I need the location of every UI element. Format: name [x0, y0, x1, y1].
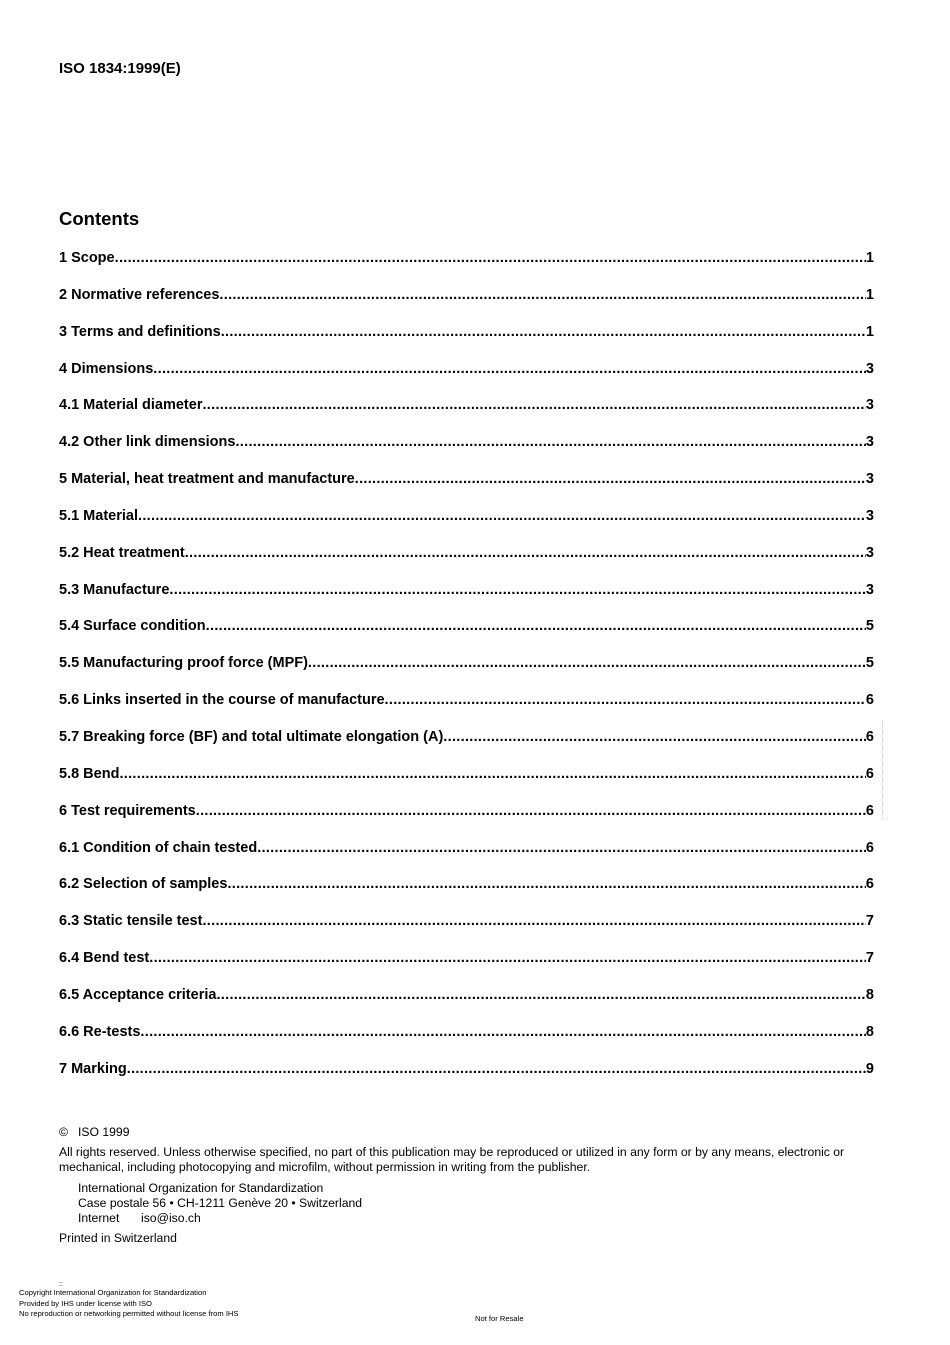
toc-entry-page: 3 — [865, 434, 874, 451]
margin-mark — [882, 720, 889, 820]
dot-leader — [219, 287, 866, 303]
rights-statement: All rights reserved. Unless otherwise specified, no part of this publication may be reproduced or utilized in any form or by any means, electronic or mechanical, including photocopying and microfilm, without permission in writing from the publisher. — [59, 1145, 845, 1175]
toc-entry[interactable] — [59, 950, 874, 987]
dot-leader — [149, 950, 866, 966]
dot-leader — [202, 397, 865, 413]
toc-entry[interactable] — [59, 508, 874, 545]
license-footer — [19, 1288, 238, 1320]
dot-leader — [185, 545, 866, 561]
toc-entry-title: 5.4 Surface condition — [59, 618, 206, 635]
dot-leader — [385, 692, 866, 708]
not-for-resale: Not for Resale — [475, 1314, 524, 1323]
internet-label: Internet — [78, 1211, 120, 1226]
internet-line — [78, 1211, 875, 1226]
dot-leader — [206, 618, 866, 634]
toc-entry[interactable] — [59, 803, 874, 840]
toc-entry-page: 7 — [865, 950, 874, 967]
toc-entry-page: 3 — [865, 507, 874, 524]
toc-entry-page: 6 — [865, 692, 874, 709]
toc-entry-title: 6.3 Static tensile test — [59, 913, 203, 930]
toc-entry-page: 6 — [865, 839, 874, 856]
toc-entry-page: 6 — [865, 728, 874, 745]
footer-line: Copyright International Organization for Standardization — [19, 1288, 207, 1297]
toc-entry-title: 5 Material, heat treatment and manufacture — [59, 471, 355, 488]
toc-entry-title: 5.2 Heat treatment — [59, 544, 185, 561]
dot-leader — [355, 471, 866, 487]
toc-entry[interactable] — [59, 324, 874, 361]
table-of-contents — [59, 250, 874, 1097]
toc-entry-page: 1 — [865, 286, 874, 303]
toc-entry-page: 3 — [865, 544, 874, 561]
toc-entry[interactable] — [59, 471, 874, 508]
dot-leader — [443, 729, 866, 745]
toc-entry[interactable] — [59, 287, 874, 324]
toc-entry-title: 4.2 Other link dimensions — [59, 434, 236, 451]
toc-entry-page: 6 — [865, 765, 874, 782]
toc-entry-page: 5 — [865, 655, 874, 672]
toc-entry-title: 7 Marking — [59, 1060, 127, 1077]
copyright-block — [59, 1125, 875, 1246]
toc-entry-title: 4.1 Material diameter — [59, 397, 203, 414]
toc-entry[interactable] — [59, 250, 874, 287]
footer-line: Provided by IHS under license with ISO — [19, 1298, 152, 1308]
dot-leader — [235, 434, 865, 450]
publisher-address — [78, 1181, 875, 1227]
dot-leader — [127, 1061, 866, 1077]
toc-entry[interactable] — [59, 582, 874, 619]
toc-entry[interactable] — [59, 840, 874, 877]
toc-entry[interactable] — [59, 434, 874, 471]
dot-leader — [216, 987, 865, 1003]
organization-name: International Organization for Standardization — [78, 1180, 324, 1195]
toc-entry[interactable] — [59, 618, 874, 655]
toc-entry[interactable] — [59, 729, 874, 766]
copyright-notice: ISO 1999 — [77, 1125, 130, 1139]
toc-entry[interactable] — [59, 1061, 874, 1098]
document-id: ISO 1834:1999(E) — [59, 60, 181, 77]
toc-entry-title: 5.8 Bend — [59, 765, 120, 782]
toc-entry[interactable] — [59, 397, 874, 434]
toc-entry[interactable] — [59, 766, 874, 803]
toc-entry-page: 6 — [865, 876, 874, 893]
toc-entry-page: 3 — [865, 581, 874, 598]
dot-leader — [202, 913, 865, 929]
toc-entry-page: 3 — [865, 471, 874, 488]
toc-entry[interactable] — [59, 987, 874, 1024]
toc-entry-title: 4 Dimensions — [59, 360, 154, 377]
copyright-line — [59, 1125, 875, 1140]
toc-entry-page: 1 — [865, 250, 874, 266]
toc-entry[interactable] — [59, 1024, 874, 1061]
dot-leader — [221, 324, 866, 340]
toc-entry-title: 2 Normative references — [59, 286, 220, 303]
toc-entry-title: 5.6 Links inserted in the course of manufacture — [59, 692, 385, 709]
toc-entry-title: 5.3 Manufacture — [59, 581, 170, 598]
toc-entry-title: 5.1 Material — [59, 507, 138, 524]
dot-leader — [308, 655, 866, 671]
postal-address: Case postale 56 • CH-1211 Genève 20 • Switzerland — [78, 1195, 363, 1210]
dot-leader — [138, 508, 866, 524]
dot-leader — [257, 840, 866, 856]
toc-entry[interactable] — [59, 655, 874, 692]
toc-entry-page: 3 — [865, 360, 874, 377]
toc-entry-title: 5.5 Manufacturing proof force (MPF) — [59, 655, 308, 672]
toc-entry-title: 6.1 Condition of chain tested — [59, 839, 258, 856]
contents-heading: Contents — [59, 208, 140, 229]
toc-entry[interactable] — [59, 545, 874, 582]
toc-entry[interactable] — [59, 876, 874, 913]
toc-entry-page: 7 — [865, 913, 874, 930]
toc-entry[interactable] — [59, 692, 874, 729]
toc-entry-title: 3 Terms and definitions — [59, 323, 221, 340]
toc-entry-page: 8 — [865, 986, 874, 1003]
dot-leader — [196, 803, 866, 819]
dot-leader — [140, 1024, 866, 1040]
dot-leader — [115, 250, 866, 266]
dot-leader — [119, 766, 865, 782]
dot-leader — [227, 876, 865, 892]
toc-entry-title: 1 Scope — [59, 250, 115, 266]
toc-entry-page: 6 — [865, 802, 874, 819]
toc-entry-title: 5.7 Breaking force (BF) and total ultimate elongation (A) — [59, 728, 444, 745]
toc-entry[interactable] — [59, 361, 874, 398]
toc-entry[interactable] — [59, 913, 874, 950]
copyright-icon: © — [59, 1125, 68, 1139]
toc-entry-title: 6.2 Selection of samples — [59, 876, 228, 893]
toc-entry-title: 6.4 Bend test — [59, 950, 150, 967]
dot-leader — [169, 582, 866, 598]
toc-entry-title: 6.5 Acceptance criteria — [59, 986, 217, 1003]
toc-entry-page: 8 — [865, 1023, 874, 1040]
toc-entry-page: 3 — [865, 397, 874, 414]
printed-in: Printed in Switzerland — [59, 1231, 177, 1246]
dot-leader — [153, 361, 866, 377]
footer-line: No reproduction or networking permitted without license from IHS — [19, 1309, 239, 1318]
toc-entry-title: 6.6 Re-tests — [59, 1023, 141, 1040]
toc-entry-title: 6 Test requirements — [59, 802, 196, 819]
toc-entry-page: 1 — [865, 323, 874, 340]
email-link[interactable]: iso@iso.ch — [141, 1211, 201, 1226]
toc-entry-page: 9 — [865, 1060, 874, 1077]
footer-mark: :: — [59, 1281, 63, 1288]
toc-entry-page: 5 — [865, 618, 874, 635]
